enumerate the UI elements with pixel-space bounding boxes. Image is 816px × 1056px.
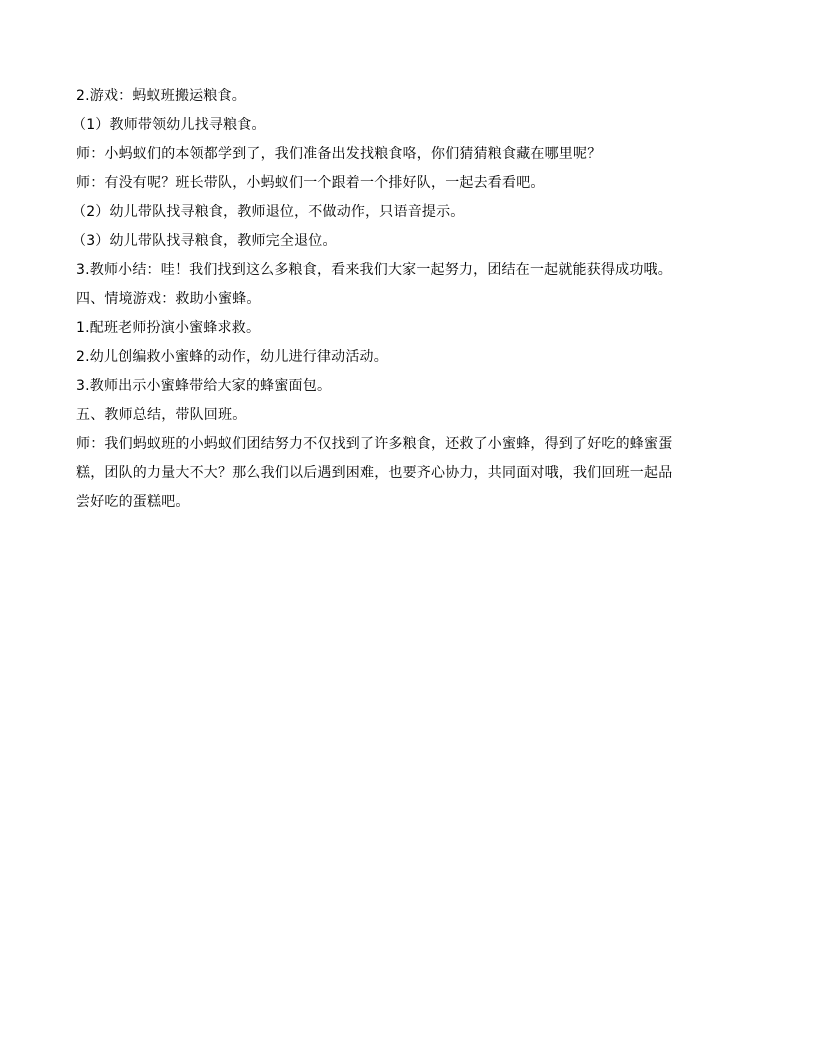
paragraph-item-3: 3.教师出示小蜜蜂带给大家的蜂蜜面包。	[76, 378, 332, 394]
paragraph-item-1: 1.配班老师扮演小蜜蜂求救。	[76, 320, 261, 336]
paragraph-item-2: 2.幼儿创编救小蜜蜂的动作，幼儿进行律动活动。	[76, 349, 388, 365]
paragraph-teacher-summary: 3.教师小结：哇！我们找到这么多粮食，看来我们大家一起努力，团结在一起就能获得成功哦。	[76, 262, 672, 278]
paragraph-step-3: （3）幼儿带队找寻粮食，教师完全退位。	[72, 233, 337, 249]
paragraph-game-title: 2.游戏：蚂蚁班搬运粮食。	[76, 88, 246, 104]
paragraph-final-dialogue	[76, 430, 756, 517]
final-paragraph-line-2: 糕，团队的力量大不大？那么我们以后遇到困难，也要齐心协力，共同面对哦，我们回班一起品	[76, 465, 673, 481]
paragraph-teacher-dialogue-1: 师：小蚂蚁们的本领都学到了，我们准备出发找粮食咯，你们猜猜粮食藏在哪里呢？	[76, 146, 602, 162]
section-heading-4: 四、情境游戏：救助小蜜蜂。	[76, 291, 261, 307]
section-heading-5: 五、教师总结，带队回班。	[76, 407, 247, 423]
paragraph-step-1: （1）教师带领幼儿找寻粮食。	[72, 117, 266, 133]
paragraph-step-2: （2）幼儿带队找寻粮食，教师退位，不做动作，只语音提示。	[72, 204, 465, 220]
final-paragraph-line-1: 师：我们蚂蚁班的小蚂蚁们团结努力不仅找到了许多粮食，还救了小蜜蜂，得到了好吃的蜂蜜蛋	[76, 436, 673, 452]
paragraph-teacher-dialogue-2: 师：有没有呢？班长带队，小蚂蚁们一个跟着一个排好队，一起去看看吧。	[76, 175, 545, 191]
document-body	[72, 82, 756, 517]
final-paragraph-line-3: 尝好吃的蛋糕吧。	[76, 494, 190, 510]
